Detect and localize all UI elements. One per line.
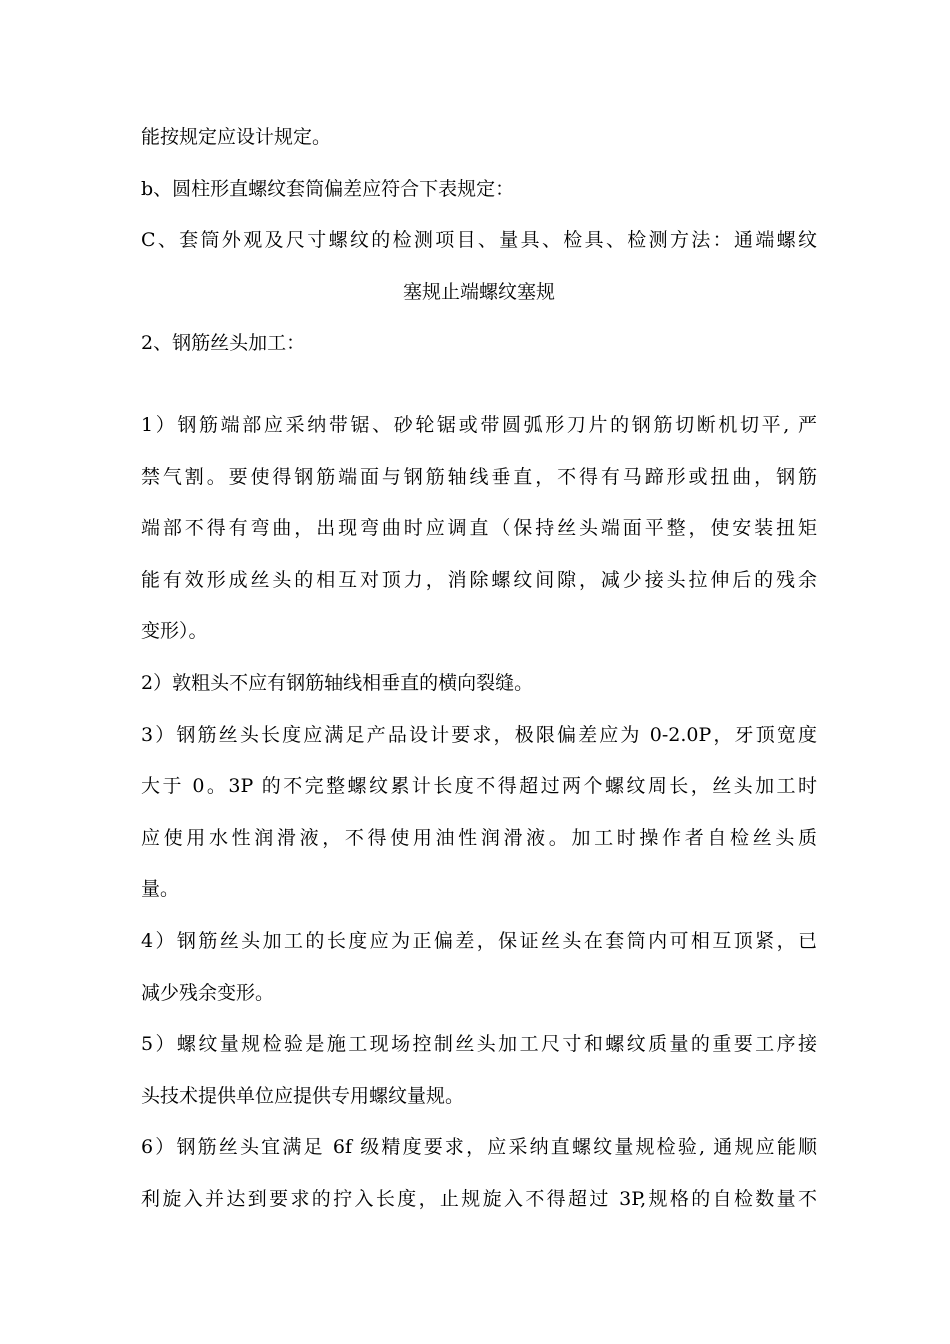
text-line: 大于 0。3P 的不完整螺纹累计长度不得超过两个螺纹周长，丝头加工时 [141,775,817,798]
text-line: 2）敦粗头不应有钢筋轴线相垂直的横向裂缝。 [141,671,534,694]
text-line: 能按规定应设计规定。 [141,126,332,148]
text-line: b、圆柱形直螺纹套筒偏差应符合下表规定： [141,177,515,200]
text-line: 端部不得有弯曲，出现弯曲时应调直（保持丝头端面平整，使安装扭矩 [141,517,817,540]
text-line: 头技术提供单位应提供专用螺纹量规。 [141,1084,465,1107]
text-line: 减少残余变形。 [141,981,275,1004]
text-line: 5）螺纹量规检验是施工现场控制丝头加工尺寸和螺纹质量的重要工序接 [141,1033,817,1056]
text-line: 3）钢筋丝头长度应满足产品设计要求，极限偏差应为 0-2.0P，牙顶宽度 [141,723,817,746]
paragraph-gap [141,370,817,400]
text-line: 6）钢筋丝头宜满足 6f 级精度要求，应采纳直螺纹量规检验, 通规应能顺 [141,1136,817,1159]
document-body [141,112,817,1225]
text-line: 利旋入并达到要求的拧入长度，止规旋入不得超过 3P,规格的自检数量不 [141,1187,817,1210]
text-line: 能有效形成丝头的相互对顶力，消除螺纹间隙，减少接头拉伸后的残余 [141,568,817,591]
text-line: 塞规止端螺纹塞规 [402,280,555,303]
section-heading: 2、钢筋丝头加工： [141,332,306,355]
text-line: 禁气割。要使得钢筋端面与钢筋轴线垂直，不得有马蹄形或扭曲，钢筋 [141,465,817,488]
text-line: C、套筒外观及尺寸螺纹的检测项目、量具、检具、检测方法：通端螺纹 [141,229,817,252]
text-line: 量。 [141,878,180,901]
text-line: 变形）。 [141,620,208,643]
text-line: 应使用水性润滑液，不得使用油性润滑液。加工时操作者自检丝头质 [141,826,817,849]
text-line: 1）钢筋端部应采纳带锯、砂轮锯或带圆弧形刀片的钢筋切断机切平, 严 [141,413,817,436]
text-line: 4）钢筋丝头加工的长度应为正偏差，保证丝头在套筒内可相互顶紧，已 [141,929,817,952]
